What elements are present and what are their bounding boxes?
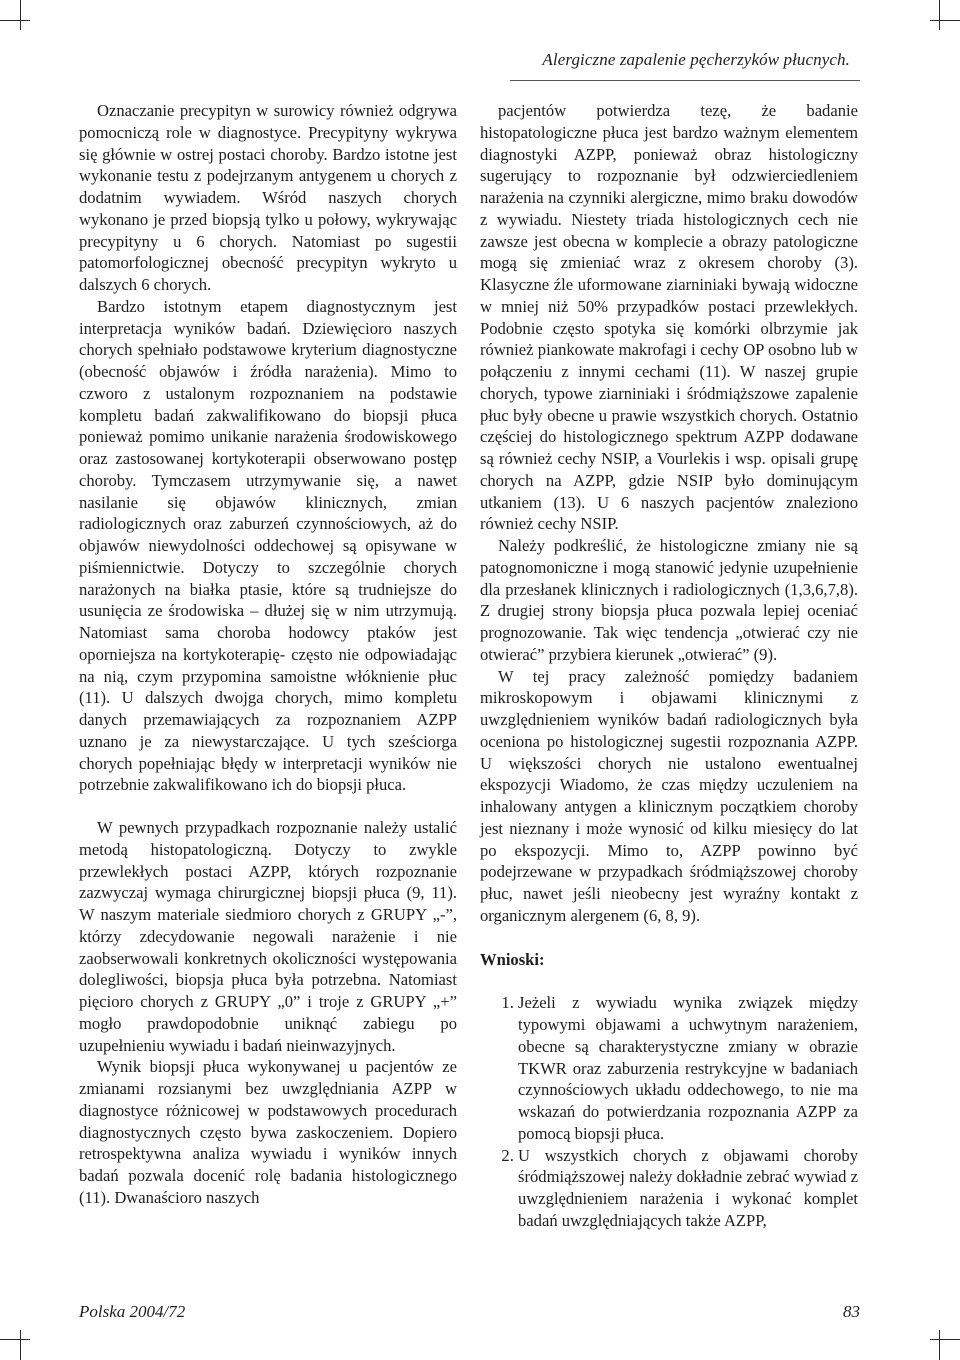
paragraph: W tej pracy zależność pomiędzy badaniem mikroskopowym i objawami klinicznymi z uwzględnieniem wyników badań radiologicznych była oceniona po histologicznej sugestii rozpoznania AZPP. U większości chorych nie ustalono ewentualnej ekspozycji Wiadomo, że czas między uczuleniem na inhalowany antygen a klinicznym początkiem choroby jest nieznany i może wynosić od kilku miesięcy do lat po ekspozycji. Mimo to, AZPP powinno być podejrzewane w przypadkach śródmiąższowej choroby płuc, nawet jeśli nieobecny jest wyraźny kontakt z organicznym alergenem (6, 8, 9). (480, 666, 858, 925)
left-column (79, 100, 457, 1209)
page-number: 83 (843, 1302, 860, 1321)
crop-mark (0, 1339, 30, 1340)
list-item: 2. U wszystkich chorych z objawami choroby śródmiąższowej należy dokładnie zebrać wywiad z uwzględnieniem narażenia i wykonać komplet badań uwzględniających także AZPP, (518, 1145, 858, 1232)
paragraph: Należy podkreślić, że histologiczne zmiany nie są patognomoniczne i mogą stanowić jedynie uzupełnienie dla przesłanek klinicznych i radiologicznych (1,3,6,7,8). Z drugiej strony biopsja płuca pozwala lepiej oceniać prognozowanie. Tak więc tendencja „otwierać czy nie otwierać” przybiera kierunek „otwierać” (9). (480, 536, 858, 664)
running-head: Alergiczne zapalenie pęcherzyków płucnych. (542, 50, 850, 69)
paragraph: Oznaczanie precypityn w surowicy również odgrywa pomocniczą role w diagnostyce. Precypityny wykrywa się głównie w ostrej postaci choroby. Bardzo istotne jest wykonanie testu z podejrzanym antygenem u chorych z dodatnim wywiadem. Wśród naszych chorych wykonano je przed biopsją tylko u połowy, wykrywając precypityny u 6 chorych. Natomiast po sugestii patomorfologicznej obecność precypityn wykryto u dalszych 6 chorych. (79, 101, 457, 294)
paragraph: W pewnych przypadkach rozpoznanie należy ustalić metodą histopatologiczną. Dotyczy to zwykle przewlekłych postaci AZPP, których rozpoznanie zazwyczaj wymaga chirurgicznej biopsji płuca (9, 11). W naszym materiale siedmioro chorych z GRUPY „-”, którzy zdecydowanie negowali narażenie i nie zaobserwowali konkretnych okoliczności występowania dolegliwości, biopsja płuca była potrzebna. Natomiast pięcioro chorych z GRUPY „0” i troje z GRUPY „+” mogło prawdopodobnie uniknąć zabiegu po uzupełnieniu wywiadu i badań nieinwazyjnych. (79, 818, 457, 1055)
crop-mark (930, 1339, 960, 1340)
conclusions-heading: Wnioski: (480, 949, 545, 969)
crop-mark (20, 1330, 21, 1360)
crop-mark (939, 0, 940, 30)
crop-mark (939, 1330, 940, 1360)
crop-mark (930, 20, 960, 21)
crop-mark (20, 0, 21, 30)
crop-mark (0, 20, 30, 21)
header-rule (510, 80, 860, 81)
conclusions-list (480, 992, 858, 1231)
journal-footer: Polska 2004/72 (79, 1302, 186, 1321)
right-column (480, 100, 858, 1232)
paragraph: pacjentów potwierdza tezę, że badanie histopatologiczne płuca jest bardzo ważnym elementem diagnostyki AZPP, ponieważ obraz histologiczny sugerujący to rozpoznanie był odzwierciedleniem narażenia na czynniki alergiczne, mimo braku dowodów z wywiadu. Niestety triada histologicznych cech nie zawsze jest obecna w komplecie a obrazy patologiczne mogą się zmieniać wraz z okresem choroby (3). Klasyczne źle uformowane ziarniniaki bywają widoczne w mniej niż 50% przypadków postaci przewlekłych. Podobnie często spotyka się komórki olbrzymie jak również piankowate makrofagi i cechy OP osobno lub w połączeniu z innymi cechami (11). W naszej grupie chorych, typowe ziarniniaki i śródmiąższowe zapalenie płuc były obecne u prawie wszystkich chorych. Ostatnio częściej do histologicznego spektrum AZPP dodawane są również cechy NSIP, a Vourlekis i wsp. opisali grupę chorych na AZPP, gdzie NSIP było dominującym utkaniem (13). U 6 naszych pacjentów znaleziono również cechy NSIP. (480, 101, 858, 534)
list-item: 1. Jeżeli z wywiadu wynika związek między typowymi objawami a uchwytnym narażeniem, obecne są charakterystyczne zmiany w obrazie TKWR oraz zaburzenia restrykcyjne w badaniach czynnościowych układu oddechowego, to nie ma wskazań do potwierdzania rozpoznania AZPP za pomocą biopsji płuca. (518, 992, 858, 1144)
paragraph: Bardzo istotnym etapem diagnostycznym jest interpretacja wyników badań. Dziewięcioro naszych chorych spełniało podstawowe kryterium diagnostyczne (obecność objawów i źródła narażenia). Mimo to czworo z ustalonym rozpoznaniem na podstawie kompletu badań zakwalifikowano do biopsji płuca ponieważ pomimo unikanie narażenia środowiskowego oraz zastosowanej kortykoterapii obserwowano postęp choroby. Tymczasem utrzymywanie się, a nawet nasilanie się objawów klinicznych, zmian radiologicznych oraz zaburzeń czynnościowych, aż do objawów niewydolności oddechowej są opisywane w piśmiennictwie. Dotyczy to szczególnie chorych narażonych na białka ptasie, które są trudniejsze do usunięcia ze środowiska – dłużej się w nim utrzymują. Natomiast sama choroba hodowcy ptaków jest oporniejsza na kortykoterapię- często nie odpowiadając na nią, czym przypomina samoistne włóknienie płuc (11). U dalszych dwojga chorych, mimo kompletu danych przemawiających za rozpoznaniem AZPP uznano je za niewystarczające. U tych sześciorga chorych popełniając błędy w interpretacji wyników nie potrzebnie zakwalifikowano ich do biopsji płuca. (79, 296, 457, 795)
paragraph: Wynik biopsji płuca wykonywanej u pacjentów ze zmianami rozsianymi bez uwzględniania AZPP w diagnostyce różnicowej w podstawowych procedurach diagnostycznych często bywa zaskoczeniem. Dopiero retrospektywna analiza wywiadu i wyników innych badań pozwala docenić rolę badania histologicznego (11). Dwanaścioro naszych (79, 1057, 457, 1207)
